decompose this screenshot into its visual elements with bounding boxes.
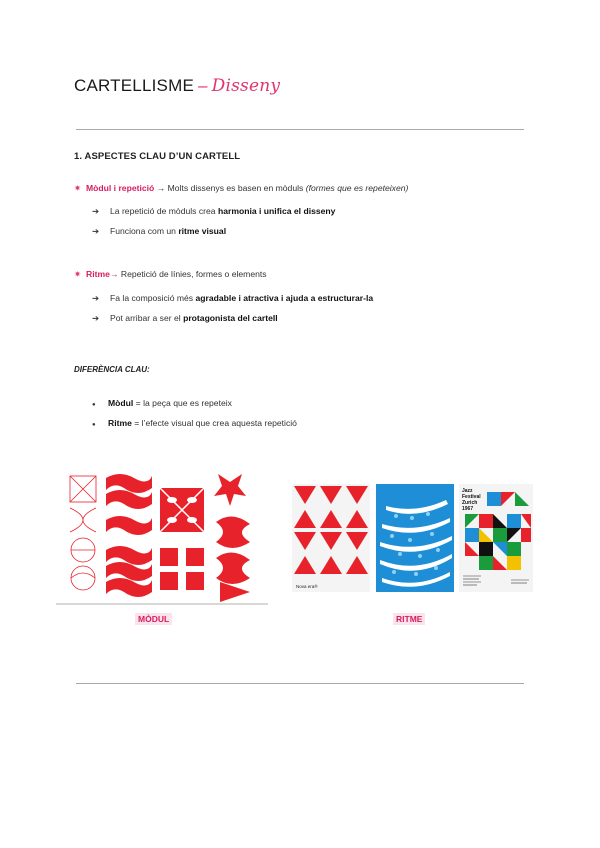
poster-1-text: Nova era® [296,584,318,589]
poster-3-text-b: Festival [462,494,481,500]
modul-wave-shapes [106,474,152,597]
title-subtitle: Disseny [211,76,281,96]
poster-jazz [459,484,533,592]
ritme-caption: RITME [393,613,425,625]
difference-item-modul [92,398,232,408]
bullet-icon: ● [92,402,96,408]
item-modul-sub-1 [92,206,335,217]
modul-outline-shapes [70,476,96,590]
item-modul-arrow: → [156,183,166,193]
item-ritme-term: Ritme [86,269,110,279]
sub-text: La repetició de mòduls crea [110,206,218,216]
modul-image [56,470,268,606]
item-ritme-text: Repetició de línies, formes o elements [118,269,267,279]
item-ritme-sub-2 [92,313,278,324]
poster-3-text-d: 1967 [462,506,474,512]
sub-bold: harmonia i unifica el disseny [217,206,336,216]
item-modul-term: Mòdul i repetició [86,183,155,193]
title-dash: – [197,76,208,95]
item-modul [74,183,408,194]
divider-bottom [76,683,524,684]
item-ritme-arrow: → [109,269,119,279]
poster-blue-rhythm [376,484,454,592]
sub-text: Pot arribar a ser el [110,313,184,323]
arrow-right-icon: ➔ [92,313,100,323]
arrow-right-icon: ➔ [92,206,100,216]
poster-3-text-a: Jazz [462,488,473,494]
title-main: CARTELLISME [74,76,194,95]
modul-block-shapes [160,488,204,590]
sub-bold: agradable i atractiva i ajuda a estructurar-la [195,293,374,303]
difference-text: = la peça que es repeteix [133,398,232,408]
star-icon: ✷ [74,269,82,279]
sub-bold: ritme visual [178,226,227,236]
page-title [74,76,280,96]
sub-text: Fa la composició més [110,293,196,303]
sub-bold: protagonista del cartell [183,313,278,323]
section-heading: 1. ASPECTES CLAU D’UN CARTELL [74,151,241,162]
difference-heading: DIFERÈNCIA CLAU: [74,365,150,374]
poster-3-text-c: Zurich [462,500,478,506]
difference-text: = l’efecte visual que crea aquesta repetició [131,418,297,428]
item-modul-sub-2 [92,226,226,237]
modul-ornament-shapes [214,474,250,602]
item-modul-text: Molts dissenys es basen en mòduls [165,183,306,193]
bullet-icon: ● [92,422,96,428]
item-ritme [74,269,267,280]
star-icon: ✷ [74,183,82,193]
sub-text: Funciona com un [110,226,179,236]
item-modul-italic: (formes que es repeteixen) [305,183,409,193]
modul-caption: MÒDUL [135,613,172,625]
arrow-right-icon: ➔ [92,226,100,236]
difference-term: Ritme [108,418,132,428]
arrow-right-icon: ➔ [92,293,100,303]
difference-item-ritme [92,418,297,428]
difference-term: Mòdul [108,398,134,408]
divider-top [76,129,524,130]
poster-triangles [292,484,370,592]
item-ritme-sub-1 [92,293,373,304]
